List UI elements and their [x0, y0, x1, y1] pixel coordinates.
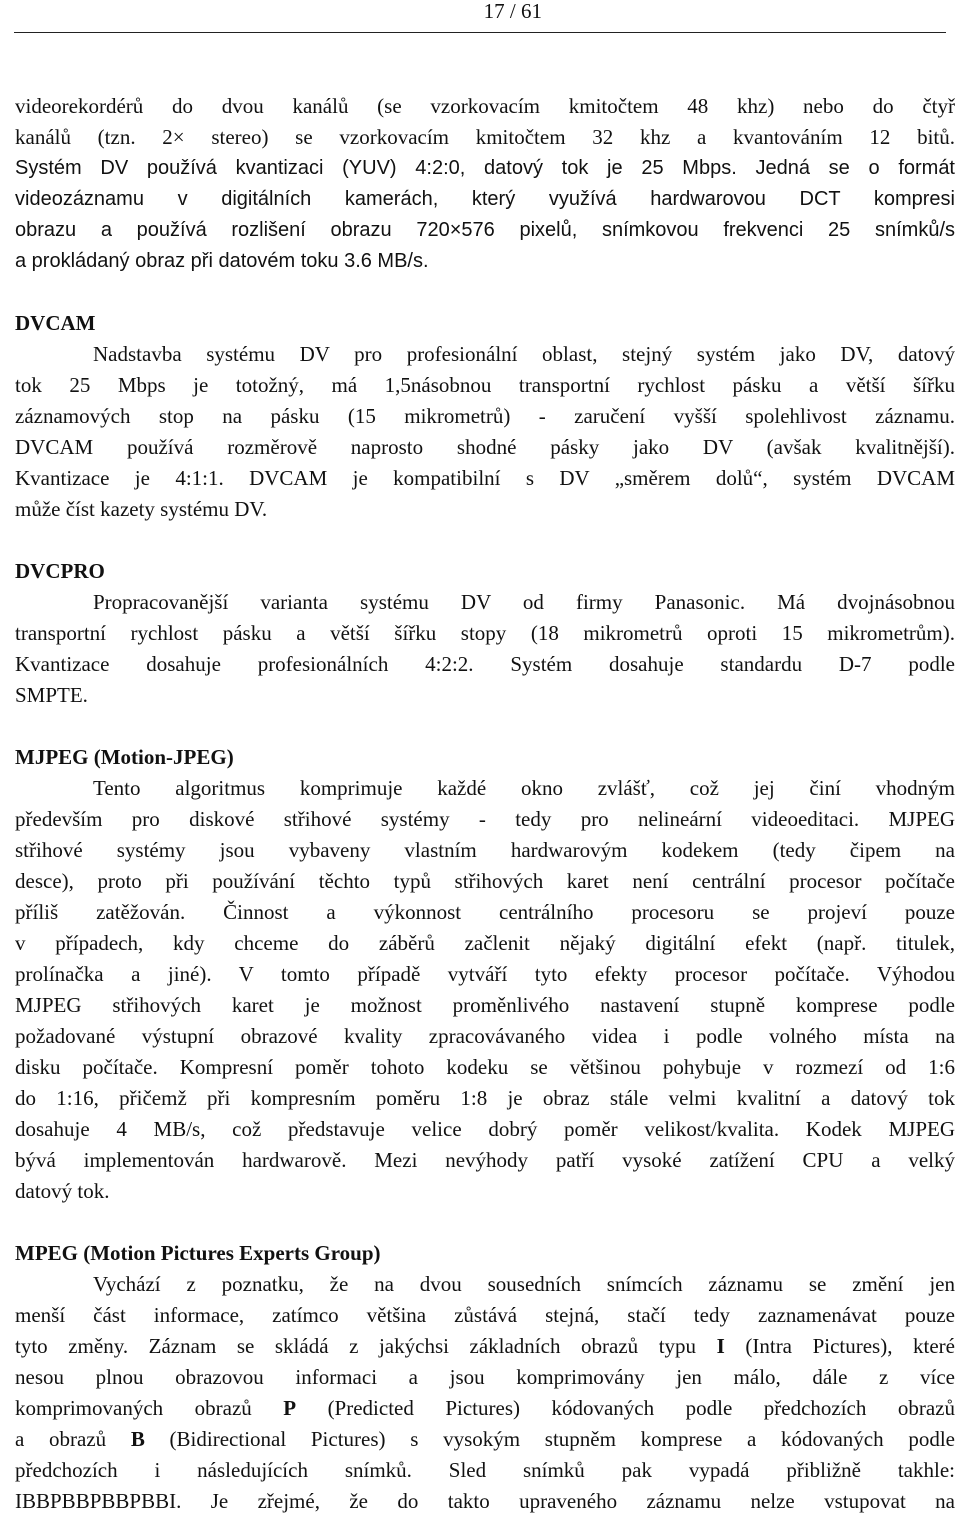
document-body: [15, 91, 955, 1517]
mpeg-line: menší část informace, zatímco většina zůstává stejná, stačí tedy zaznamenávat pouze: [15, 1303, 955, 1327]
section-heading-dvcam: DVCAM: [15, 311, 96, 335]
dvcpro-paragraph: [15, 587, 955, 711]
mjpeg-line: dosahuje 4 MB/s, což představuje velice dobrý poměr velikost/kvalita. Kodek MJPEG: [15, 1117, 955, 1141]
dvcam-line: Kvantizace je 4:1:1. DVCAM je kompatibilní s DV „směrem dolů“, systém DVCAM: [15, 466, 955, 490]
intro-line: a prokládaný obraz při datovém toku 3.6 MB/s.: [15, 250, 429, 272]
section-heading-dvcpro: DVCPRO: [15, 559, 105, 583]
dvcam-line: Nadstavba systému DV pro profesionální oblast, stejný systém jako DV, datový: [93, 342, 955, 366]
intro-line: videozáznamu v digitálních kamerách, který využívá hardwarovou DCT kompresi: [15, 188, 955, 210]
dvcam-line: tok 25 Mbps je totožný, má 1,5násobnou transportní rychlost pásku a větší šířku: [15, 373, 955, 397]
section-heading-mpeg: MPEG (Motion Pictures Experts Group): [15, 1241, 381, 1265]
dvcam-line: DVCAM používá rozměrově naprosto shodné pásky jako DV (avšak kvalitnější).: [15, 435, 955, 459]
intro-line: videorekordérů do dvou kanálů (se vzorkovacím kmitočtem 48 khz) nebo do čtyř: [15, 94, 955, 118]
intro-line: Systém DV používá kvantizaci (YUV) 4:2:0, datový tok je 25 Mbps. Jedná se o formát: [15, 157, 955, 179]
section-heading-mjpeg: MJPEG (Motion-JPEG): [15, 745, 234, 769]
mpeg-line-text: komprimovaných obrazů: [15, 1396, 284, 1420]
mjpeg-line: MJPEG střihových karet je možnost proměnlivého nastavení stupně komprese podle: [15, 993, 955, 1017]
mpeg-line: [15, 1331, 955, 1362]
mjpeg-line: příliš zatěžován. Činnost a výkonnost centrálního procesoru se projeví pouze: [15, 900, 955, 924]
page-number: 17 / 61: [483, 0, 542, 23]
dvcam-line: může číst kazety systému DV.: [15, 497, 268, 521]
mjpeg-line: desce), proto při používání těchto typů střihových karet není centrální procesor počítače: [15, 869, 955, 893]
intro-line: obrazu a používá rozlišení obrazu 720×576 pixelů, snímkovou frekvenci 25 snímků/s: [15, 219, 955, 241]
mpeg-line-text: tyto změny. Záznam se skládá z jakýchsi základních obrazů typu: [15, 1334, 717, 1358]
mpeg-line: [15, 1424, 955, 1455]
mpeg-line: IBBPBBPBBPBBI. Je zřejmé, že do takto upraveného záznamu nelze vstupovat na: [15, 1489, 955, 1513]
mjpeg-line: střihové systémy jsou vybaveny vlastním hardwarovým kodekem (tedy čipem na: [15, 838, 955, 862]
mjpeg-line: disku počítače. Kompresní poměr tohoto kodeku se většinou pohybuje v rozmezí od 1:6: [15, 1055, 955, 1079]
mpeg-line-text: (Intra Pictures), které: [724, 1334, 955, 1358]
header-rule: [14, 32, 946, 33]
mjpeg-line: Tento algoritmus komprimuje každé okno zvlášť, což jej činí vhodným: [93, 776, 955, 800]
intro-line: kanálů (tzn. 2× stereo) se vzorkovacím kmitočtem 32 khz a kvantováním 12 bitů.: [15, 125, 955, 149]
mpeg-line-text: a obrazů: [15, 1427, 131, 1451]
dvcpro-line: Propracovanější varianta systému DV od firmy Panasonic. Má dvojnásobnou: [93, 590, 955, 614]
mjpeg-line: do 1:16, přičemž při kompresním poměru 1:8 je obraz stále velmi kvalitní a datový tok: [15, 1086, 955, 1110]
mpeg-line: Vychází z poznatku, že na dvou sousedních snímcích záznamu se změní jen: [93, 1272, 955, 1296]
mpeg-paragraph: [15, 1269, 955, 1517]
mpeg-line-text: (Predicted Pictures) kódovaných podle předchozích obrazů: [296, 1396, 955, 1420]
mjpeg-paragraph: [15, 773, 955, 1207]
mpeg-line: nesou plnou obrazovou informaci a jsou komprimovány jen málo, dále z více: [15, 1365, 955, 1389]
mjpeg-line: požadované výstupní obrazové kvality zpracovávaného videa i podle volného místa na: [15, 1024, 955, 1048]
dvcpro-line: SMPTE.: [15, 683, 88, 707]
dvcpro-line: transportní rychlost pásku a větší šířku stopy (18 mikrometrů oproti 15 mikrometrům).: [15, 621, 955, 645]
mpeg-line: předchozích i následujících snímků. Sled snímků pak vypadá přibližně takhle:: [15, 1458, 955, 1482]
mpeg-line: [15, 1393, 955, 1424]
frame-type-bidirectional: B: [130, 1427, 145, 1451]
mjpeg-line: především pro diskové střihové systémy - tedy pro nelineární videoeditaci. MJPEG: [15, 807, 955, 831]
mpeg-line-text: (Bidirectional Pictures) s vysokým stupněm komprese a kódovaných podle: [144, 1427, 955, 1451]
dvcpro-line: Kvantizace dosahuje profesionálních 4:2:2. Systém dosahuje standardu D-7 podle: [15, 652, 955, 676]
mjpeg-line: bývá implementován hardwarově. Mezi nevýhody patří vysoké zatížení CPU a velký: [15, 1148, 955, 1172]
frame-type-predicted: P: [283, 1396, 297, 1420]
mjpeg-line: prolínačka a jiné). V tomto případě vytváří tyto efekty procesor počítače. Výhodou: [15, 962, 955, 986]
intro-paragraph: [15, 91, 955, 277]
frame-type-intra: I: [716, 1334, 725, 1358]
mjpeg-line: v případech, kdy chceme do záběrů začlenit nějaký digitální efekt (např. titulek,: [15, 931, 955, 955]
mjpeg-line: datový tok.: [15, 1179, 110, 1203]
dvcam-paragraph: [15, 339, 955, 525]
dvcam-line: záznamových stop na pásku (15 mikrometrů) - zaručení vyšší spolehlivost záznamu.: [15, 404, 955, 428]
